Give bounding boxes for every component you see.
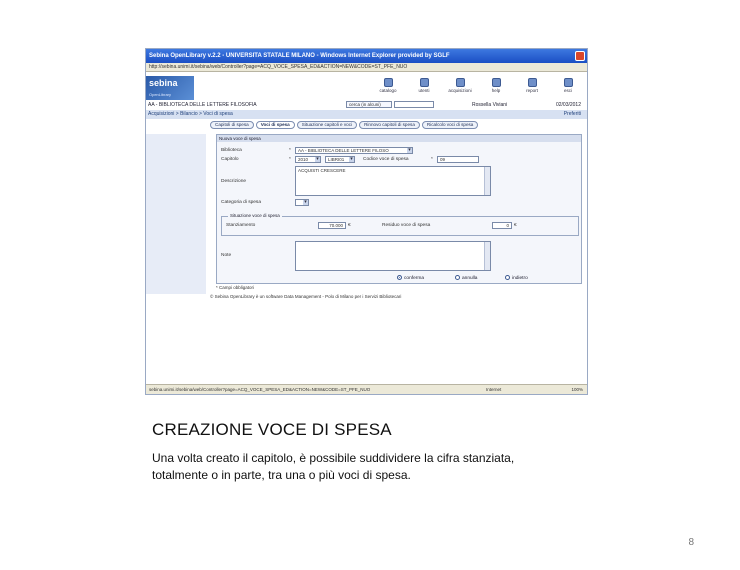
users-icon bbox=[420, 78, 429, 87]
radio-icon bbox=[455, 275, 460, 280]
toolbar-acquisizioni[interactable]: acquisizioni bbox=[447, 78, 473, 93]
codice-label: Codice voce di spesa bbox=[363, 157, 409, 162]
required-marker: * bbox=[431, 157, 433, 162]
biblioteca-select[interactable]: AA - BIBLIOTECA DELLE LETTERE FILOSO ▾ bbox=[295, 147, 413, 154]
toolbar-esci[interactable]: esci bbox=[555, 78, 581, 93]
toolbar-help[interactable]: help bbox=[483, 78, 509, 93]
capitolo-year-select[interactable]: 2010 ▾ bbox=[295, 156, 321, 163]
voce-spesa-form bbox=[216, 134, 582, 284]
required-fields-note: * Campi obbligatori bbox=[216, 285, 255, 290]
left-margin bbox=[146, 134, 206, 294]
catalog-icon bbox=[384, 78, 393, 87]
address-bar[interactable]: http://sebina.unimi.it/sebina/web/Controller?page=ACQ_VOCE_SPESA_ED&ACTION=NEW&CODE=ST_PFE_NUO bbox=[146, 63, 587, 72]
screenshot bbox=[145, 48, 588, 395]
favorites-link[interactable]: Preferiti bbox=[563, 111, 581, 117]
slide-title: CREAZIONE VOCE DI SPESA bbox=[152, 420, 392, 439]
note-textarea[interactable] bbox=[295, 241, 491, 271]
categoria-label: Categoria di spesa bbox=[221, 200, 261, 205]
sebina-logo: sebina OpenLibrary bbox=[146, 76, 194, 100]
tab-voci-di-spesa[interactable]: Voci di spesa bbox=[256, 121, 295, 129]
breadcrumb-path[interactable]: Acquisizioni > Bilancio > Voci di spesa bbox=[148, 111, 233, 117]
status-url: sebina.unimi.it/sebina/web/Controller?page=ACQ_VOCE_SPESA_ED&ACTION=NEW&CODE=ST_PFE_NUO bbox=[149, 387, 371, 392]
stanziamento-currency: € bbox=[348, 223, 351, 228]
page-number: 8 bbox=[688, 537, 694, 548]
form-title: Nuova voce di spesa bbox=[217, 135, 581, 142]
status-bar bbox=[146, 384, 587, 394]
tab-situazione-capitoli[interactable]: Situazione capitoli e voci bbox=[297, 121, 357, 129]
situazione-fieldset bbox=[221, 213, 579, 236]
radio-icon bbox=[505, 275, 510, 280]
radio-selected-icon bbox=[397, 275, 402, 280]
codice-input[interactable]: 09 bbox=[437, 156, 479, 163]
capitolo-code-select[interactable]: LIBRI01 ▾ bbox=[325, 156, 355, 163]
annulla-option[interactable]: annulla bbox=[455, 275, 477, 281]
exit-icon bbox=[564, 78, 573, 87]
descrizione-textarea[interactable]: ACQUISTI CRESCERE bbox=[295, 166, 491, 196]
slide-body: Una volta creato il capitolo, è possibile suddividere la cifra stanziata, totalmente o in parte, tra una o più voci di spesa. bbox=[152, 451, 515, 482]
stanziamento-label: Stanziamento bbox=[226, 223, 256, 228]
note-label: Note bbox=[221, 253, 232, 258]
residuo-input[interactable]: 0 bbox=[492, 222, 512, 229]
internet-zone: Internet bbox=[486, 387, 502, 392]
descrizione-label: Descrizione bbox=[221, 179, 247, 184]
help-icon bbox=[492, 78, 501, 87]
main-toolbar bbox=[375, 78, 581, 93]
current-date: 02/03/2012 bbox=[555, 102, 581, 108]
stanziamento-input[interactable]: 70.000 bbox=[318, 222, 346, 229]
required-marker: * bbox=[289, 148, 291, 153]
capitolo-label: Capitolo bbox=[221, 157, 239, 162]
search-scope-select[interactable]: cerca (in alcuni) bbox=[346, 101, 392, 108]
section-tabs bbox=[210, 121, 478, 129]
close-icon[interactable] bbox=[575, 51, 585, 61]
residuo-label: Residuo voce di spesa bbox=[382, 223, 431, 228]
tab-ricalcolo-voci[interactable]: Ricalcolo voci di spesa bbox=[422, 121, 478, 129]
tab-rinnovo-capitoli[interactable]: Rinnovo capitoli di spesa bbox=[359, 121, 420, 129]
search-input[interactable] bbox=[394, 101, 434, 108]
toolbar-report[interactable]: report bbox=[519, 78, 545, 93]
residuo-currency: € bbox=[514, 223, 517, 228]
biblioteca-label: Biblioteca bbox=[221, 148, 242, 153]
conferma-option[interactable]: conferma bbox=[397, 275, 424, 281]
indietro-option[interactable]: indietro bbox=[505, 275, 528, 281]
user-name: Rossella Viviani bbox=[472, 102, 508, 108]
window-title: Sebina OpenLibrary v.2.2 - UNIVERSITA STATALE MILANO - Windows Internet Explorer provided by SGLF bbox=[149, 53, 450, 59]
breadcrumb bbox=[146, 110, 587, 119]
window-title-bar bbox=[146, 49, 587, 63]
library-name: AA - BIBLIOTECA DELLE LETTERE FILOSOFIA bbox=[148, 102, 257, 108]
situazione-legend: Situazione voce di spesa bbox=[230, 213, 280, 218]
toolbar-catalogo[interactable]: catalogo bbox=[375, 78, 401, 93]
zoom-level[interactable]: 100% bbox=[571, 387, 583, 392]
acquisitions-icon bbox=[456, 78, 465, 87]
info-bar bbox=[146, 100, 587, 110]
report-icon bbox=[528, 78, 537, 87]
required-marker: * bbox=[289, 157, 291, 162]
footer-copyright: © Sebina OpenLibrary è un software Data Management - Polo di Milano per i Servizi Bibliotecari bbox=[210, 294, 402, 299]
toolbar-utenti[interactable]: utenti bbox=[411, 78, 437, 93]
tab-capitoli-di-spesa[interactable]: Capitoli di spesa bbox=[210, 121, 254, 129]
categoria-select[interactable] bbox=[295, 199, 309, 206]
